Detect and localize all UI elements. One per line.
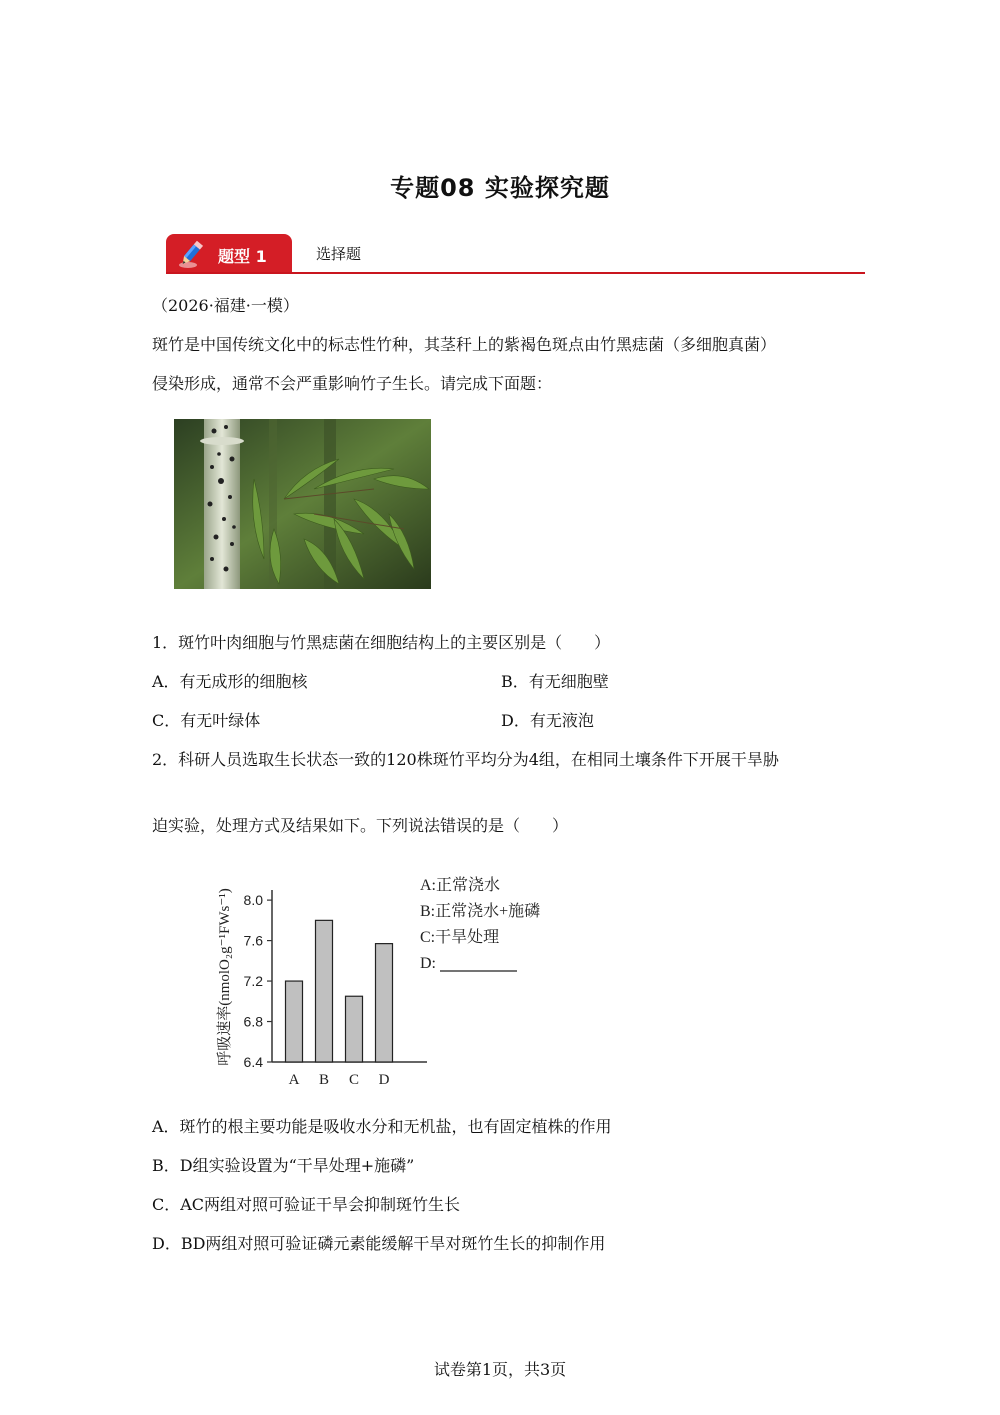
q1-stem: 1．斑竹叶肉细胞与竹黑痣菌在细胞结构上的主要区别是（ ） — [152, 633, 611, 652]
legend-b: B:正常浇水+施磷 — [420, 903, 541, 920]
bamboo-photo — [174, 419, 431, 589]
intro-line-2: 侵染形成，通常不会严重影响竹子生长。请完成下面题： — [152, 374, 553, 393]
section-name: 选择题 — [316, 245, 362, 263]
q2-option-b: B．D组实验设置为“干旱处理+施磷” — [152, 1156, 415, 1175]
y-tick-label: 7.6 — [243, 932, 263, 949]
section-tag-label: 题型 1 — [218, 247, 267, 266]
q2-option-d: D．BD两组对照可验证磷元素能缓解干旱对斑竹生长的抑制作用 — [152, 1234, 606, 1253]
question-source: （2026·福建·一模） — [152, 296, 299, 315]
q2-option-c: C．AC两组对照可验证干旱会抑制斑竹生长 — [152, 1195, 461, 1214]
bar-b — [316, 920, 333, 1062]
legend-a: A:正常浇水 — [420, 877, 501, 894]
section-tag — [166, 234, 292, 274]
q1-option-a: A．有无成形的细胞核 — [152, 672, 308, 691]
q1-option-c: C．有无叶绿体 — [152, 711, 261, 730]
bar-d — [376, 944, 393, 1062]
y-tick-label: 6.8 — [243, 1013, 263, 1030]
page-title: 专题08 实验探究题 — [390, 174, 610, 202]
intro-line-1: 斑竹是中国传统文化中的标志性竹种，其茎秆上的紫褐色斑点由竹黑痣菌（多细胞真菌） — [152, 335, 777, 354]
page-footer: 试卷第1页，共3页 — [433, 1360, 567, 1379]
legend-d: D: — [420, 955, 436, 972]
q2-option-a: A．斑竹的根主要功能是吸收水分和无机盐，也有固定植株的作用 — [152, 1117, 612, 1136]
q2-stem-line-2: 迫实验，处理方式及结果如下。下列说法错误的是（ ） — [152, 816, 569, 835]
q1-option-d: D．有无液泡 — [501, 711, 594, 730]
y-axis-label: 呼吸速率(nmolO₂g⁻¹FWs⁻¹) — [217, 888, 233, 1066]
x-tick-label: A — [288, 1072, 300, 1088]
y-tick-label: 6.4 — [243, 1054, 263, 1070]
section-divider — [166, 272, 865, 274]
x-tick-label: C — [348, 1072, 360, 1088]
legend-c: C:干旱处理 — [420, 929, 500, 946]
pencil-icon — [176, 238, 206, 270]
respiration-bar-chart — [205, 862, 575, 1094]
q1-option-b: B．有无细胞壁 — [501, 672, 609, 691]
bar-a — [286, 981, 303, 1062]
bar-c — [346, 996, 363, 1062]
x-tick-label: B — [318, 1072, 330, 1088]
q2-stem-line-1: 2．科研人员选取生长状态一致的120株斑竹平均分为4组，在相同土壤条件下开展干旱胁 — [152, 750, 779, 769]
y-tick-label: 7.2 — [243, 973, 263, 990]
x-tick-label: D — [378, 1072, 390, 1088]
y-tick-label: 8.0 — [243, 892, 263, 909]
